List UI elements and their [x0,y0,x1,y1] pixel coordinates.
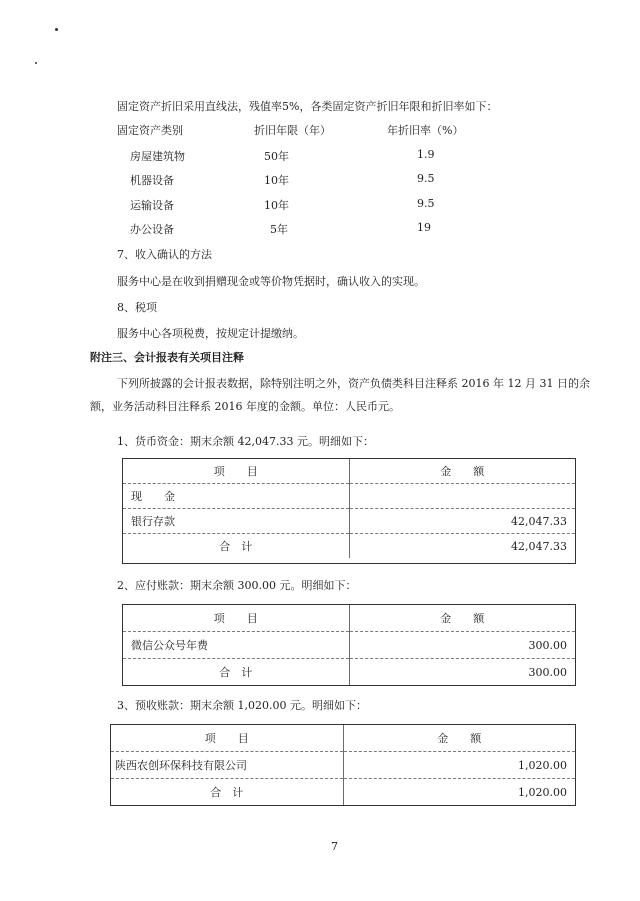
header-item: 项 目 [123,459,349,484]
cash-table [123,459,575,558]
years-cell: 50年 [264,150,289,163]
amount-cell: 42,047.33 [349,509,575,534]
table-header-row [123,605,575,632]
payables-table [123,605,575,685]
rate-cell: 1.9 [417,148,435,161]
table-row [111,752,575,779]
table-row [123,509,575,534]
total-label: 合 计 [123,659,349,686]
item-cell: 微信公众号年费 [123,632,349,659]
total-label: 合 计 [123,534,349,559]
header-item: 项 目 [123,605,349,632]
note-3-title: 附注三、会计报表有关项目注释 [90,351,244,364]
table-header-row [111,725,575,752]
item-cell: 陕西农创环保科技有限公司 [111,752,343,779]
depreciation-header-row [0,122,640,138]
rate-cell: 9.5 [417,172,435,185]
table-total-row [123,534,575,559]
item-2-title: 2、应付账款：期末余额 300.00 元。明细如下： [117,579,357,592]
header-amount: 金 额 [343,725,575,752]
table-row [123,484,575,509]
header-item: 项 目 [111,725,343,752]
depreciation-row [0,221,640,237]
amount-cell: 1,020.00 [343,752,575,779]
section-7-title: 7、收入确认的方法 [117,248,212,261]
item-1-title: 1、货币资金：期末余额 42,047.33 元。明细如下： [117,435,374,448]
item-cell: 银行存款 [123,509,349,534]
section-8-body: 服务中心各项税费，按规定计提缴纳。 [117,327,304,340]
table-total-row [123,659,575,686]
amount-cell [349,484,575,509]
header-category: 固定资产类别 [117,124,183,137]
page-number: 7 [331,840,338,853]
scan-speck [35,62,37,64]
total-label: 合 计 [111,779,343,806]
header-amount: 金 额 [349,459,575,484]
amount-cell: 300.00 [349,632,575,659]
table-total-row [111,779,575,806]
section-8-title: 8、税项 [117,301,157,314]
category-cell: 运输设备 [130,199,174,212]
total-amount: 300.00 [528,665,567,679]
category-cell: 房屋建筑物 [130,150,185,163]
section-7-body: 服务中心是在收到捐赠现金或等价物凭据时，确认收入的实现。 [117,275,425,288]
item-cell: 现 金 [123,484,349,509]
depreciation-intro: 固定资产折旧采用直线法，残值率5%，各类固定资产折旧年限和折旧率如下： [117,100,498,113]
rate-cell: 9.5 [417,197,435,210]
note-3-body-line-2: 额，业务活动科目注释系 2016 年度的金额。单位：人民币元。 [90,400,400,413]
advance-receipts-table [111,725,575,805]
rate-cell: 19 [417,221,431,234]
category-cell: 机器设备 [130,174,174,187]
depreciation-row [0,197,640,213]
total-amount: 1,020.00 [518,785,567,799]
years-cell: 10年 [264,199,289,212]
table-header-row [123,459,575,484]
years-cell: 5年 [270,223,288,236]
note-3-body-line-1: 下列所披露的会计报表数据，除特别注明之外，资产负债类科目注释系 2016 年 12 月 31 日的余 [117,377,590,390]
table-row [123,632,575,659]
scan-speck [55,28,58,31]
depreciation-row [0,172,640,188]
item-3-title: 3、预收账款：期末余额 1,020.00 元。明细如下： [117,699,367,712]
header-years: 折旧年限（年） [254,124,331,137]
years-cell: 10年 [264,174,289,187]
header-rate: 年折旧率（%） [387,124,464,137]
header-amount: 金 额 [349,605,575,632]
category-cell: 办公设备 [130,223,174,236]
total-amount: 42,047.33 [511,539,567,553]
depreciation-row [0,148,640,164]
